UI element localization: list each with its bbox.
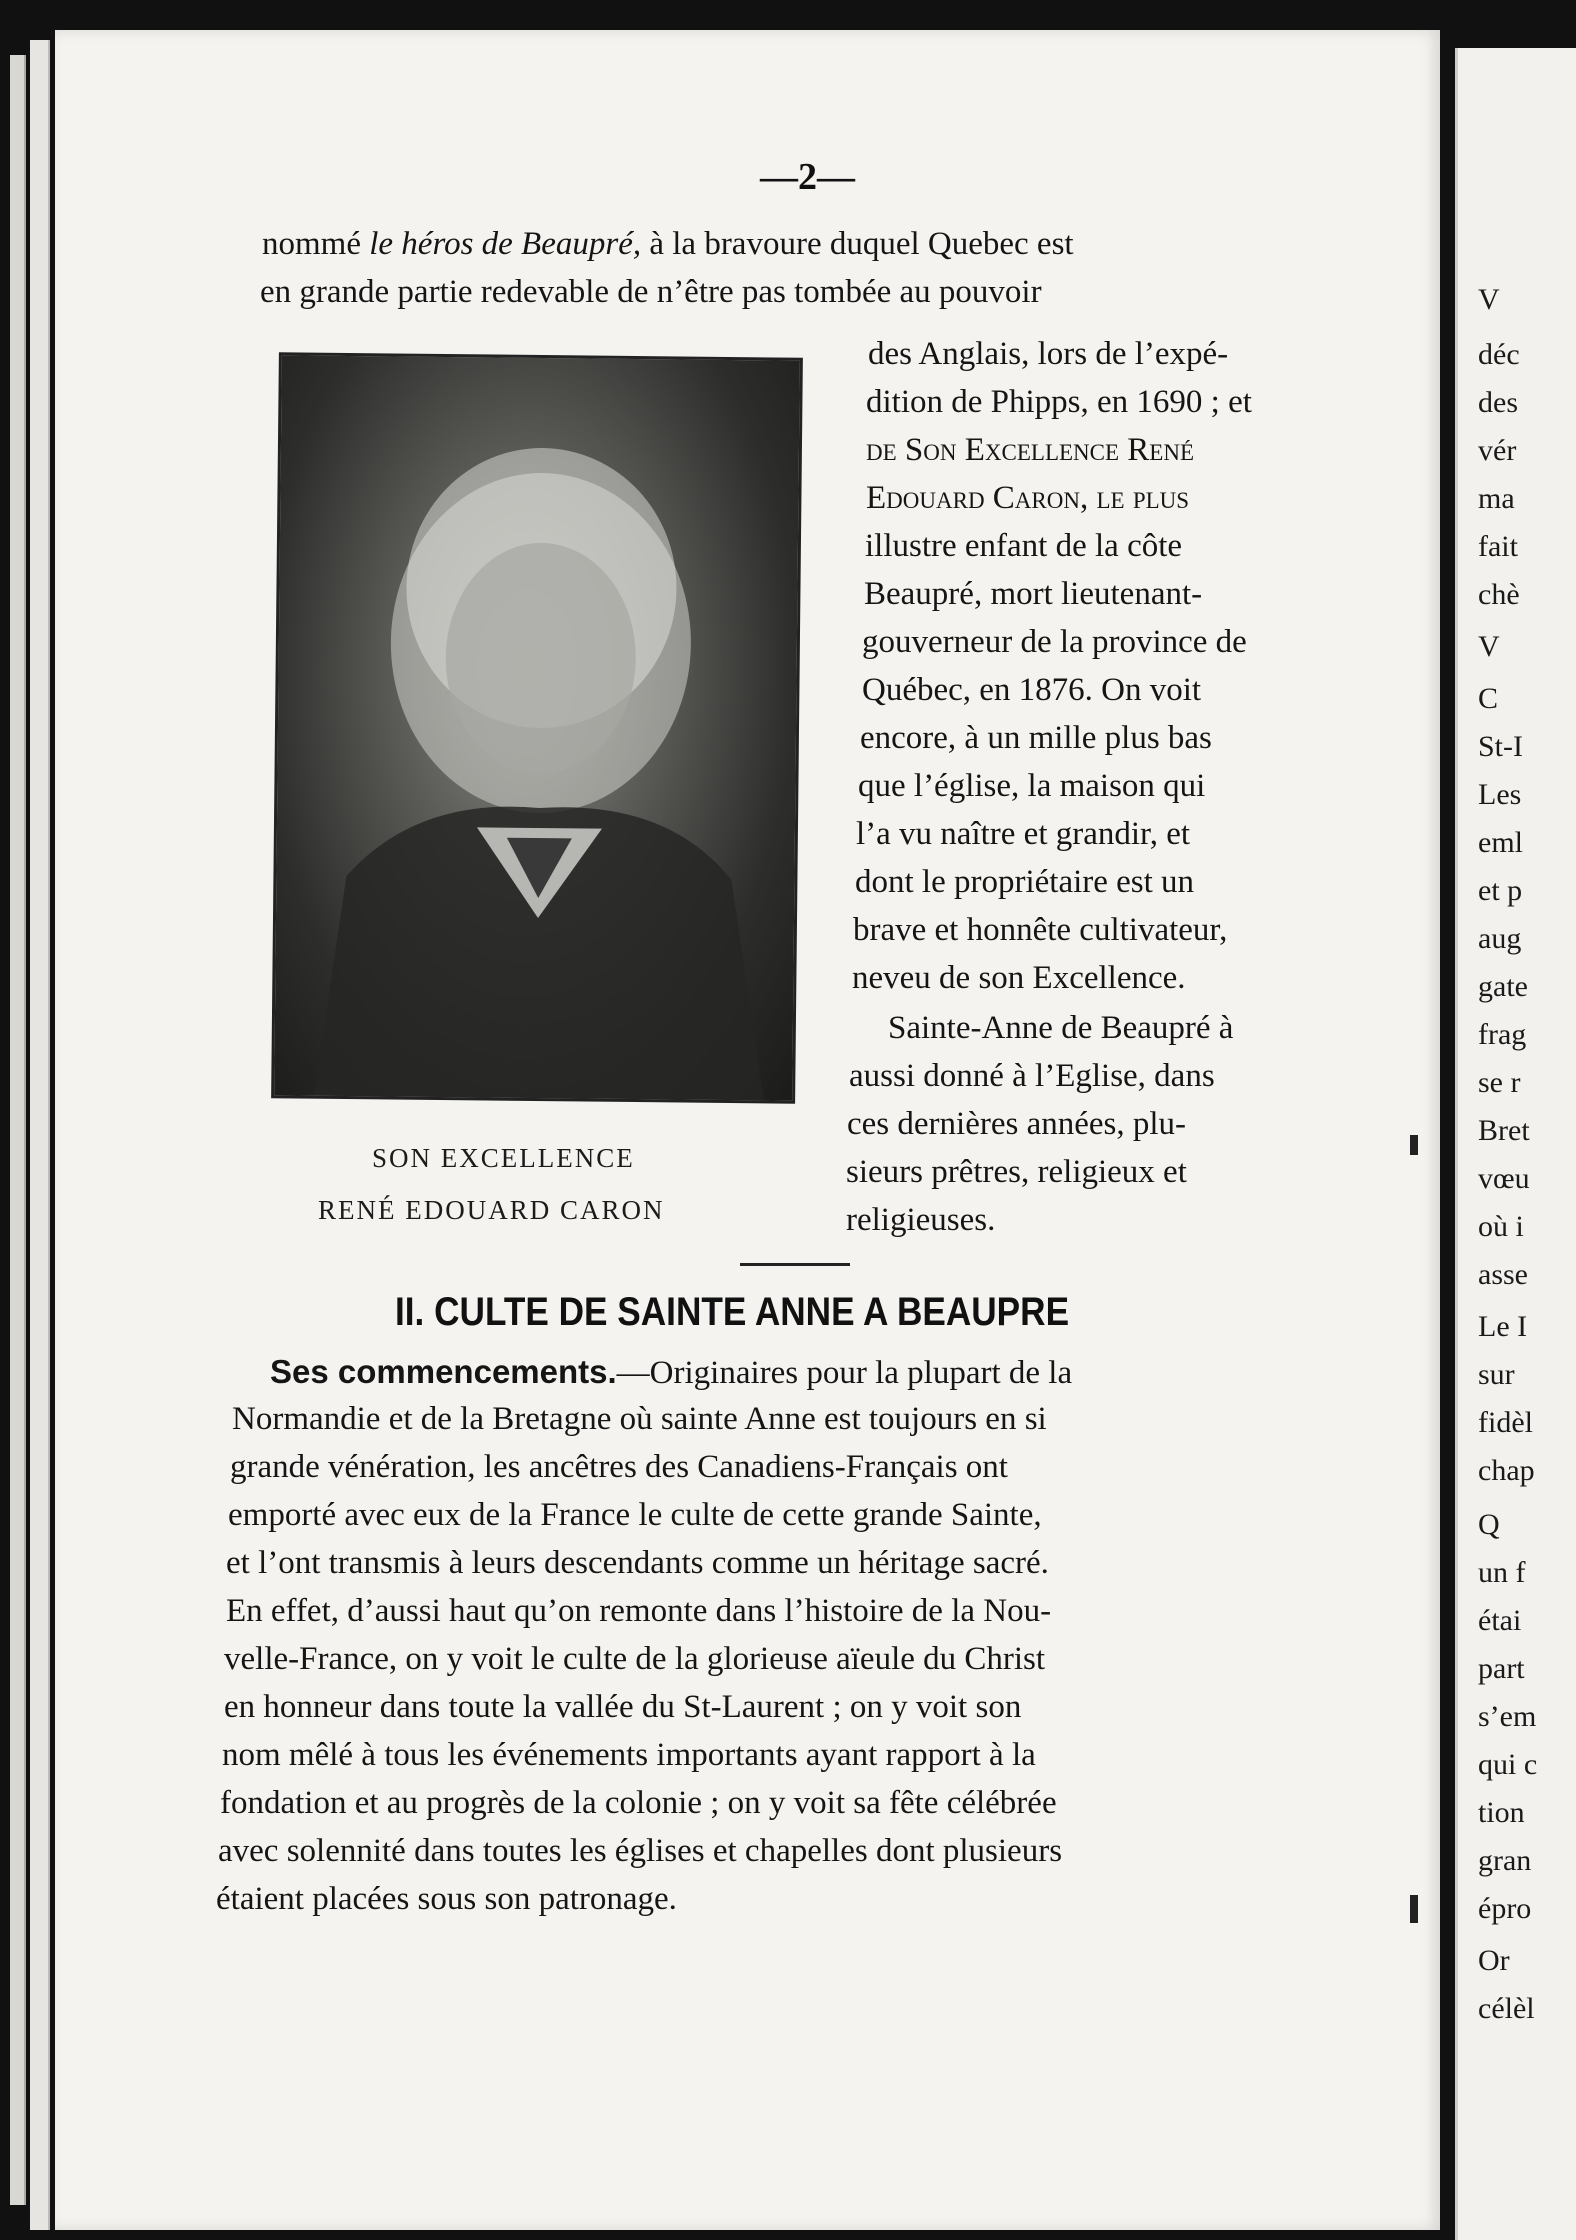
intro-line-2 — [260, 276, 1042, 309]
section-line: Normandie et de la Bretagne où sainte Anne est toujours en si — [232, 1401, 1047, 1437]
column-line: illustre enfant de la côte — [865, 528, 1183, 564]
column-line: gouverneur de la province de — [862, 624, 1247, 660]
column-line: que l’église, la maison qui — [858, 768, 1206, 804]
column-line: ces dernières années, plu- — [847, 1106, 1187, 1142]
column-line: neveu de son Excellence. — [852, 960, 1186, 996]
column-line: encore, à un mille plus bas — [860, 720, 1212, 756]
facing-line: V — [1478, 630, 1500, 663]
column-line: des Anglais, lors de l’expé- — [868, 336, 1229, 372]
section-line: avec solennité dans toutes les églises et chapelles dont plusieurs — [218, 1833, 1063, 1869]
column-line: dont le propriétaire est un — [855, 864, 1195, 900]
section-line: nom mêlé à tous les événements importants ayant rapport à la — [222, 1737, 1036, 1773]
facing-line: aug — [1478, 922, 1522, 955]
column-line: brave et honnête cultivateur, — [853, 912, 1228, 948]
facing-line: Q — [1478, 1508, 1500, 1541]
facing-line: et p — [1478, 874, 1523, 907]
section-first-line — [270, 1355, 1072, 1390]
column-line: Québec, en 1876. On voit — [862, 672, 1202, 708]
facing-line: s’em — [1478, 1700, 1537, 1733]
column-line: l’a vu naître et grandir, et — [856, 816, 1191, 852]
column-line: aussi donné à l’Eglise, dans — [849, 1058, 1215, 1094]
facing-line: célèl — [1478, 1992, 1535, 2025]
gutter-mark-1 — [1410, 1135, 1418, 1155]
facing-line: épro — [1478, 1892, 1532, 1925]
section-heading: II. CULTE DE SAINTE ANNE A BEAUPRE — [395, 1290, 1070, 1334]
facing-line: gate — [1478, 970, 1528, 1003]
column-line: Sainte-Anne de Beaupré à — [888, 1010, 1234, 1046]
intro-line-2-text: en grande partie redevable de n’être pas tombée au pouvoir — [260, 274, 1042, 310]
facing-line: St-I — [1478, 730, 1523, 763]
facing-line: V — [1478, 283, 1500, 316]
facing-line: un f — [1478, 1556, 1526, 1589]
section-line: grande vénération, les ancêtres des Canadiens-Français ont — [230, 1449, 1008, 1485]
facing-line: vœu — [1478, 1162, 1530, 1195]
section-line: en honneur dans toute la vallée du St-Laurent ; on y voit son — [224, 1689, 1022, 1725]
facing-line: Le I — [1478, 1310, 1528, 1343]
facing-line: chap — [1478, 1454, 1535, 1487]
facing-line: vér — [1478, 434, 1517, 467]
intro-line-1-italic: le héros de Beaupré, — [369, 226, 642, 262]
section-line: fondation et au progrès de la colonie ; on y voit sa fête célébrée — [220, 1785, 1057, 1821]
portrait-figure — [274, 355, 800, 1100]
facing-line: étai — [1478, 1604, 1522, 1637]
intro-line-1 — [262, 228, 1074, 261]
section-lead: Ses commencements. — [270, 1353, 617, 1390]
intro-line-1-post: à la bravoure duquel Quebec est — [641, 226, 1074, 262]
facing-line: fait — [1478, 530, 1518, 563]
facing-line: Bret — [1478, 1114, 1530, 1147]
portrait-caption-line-1: SON EXCELLENCE — [372, 1143, 635, 1173]
section-line: velle-France, on y voit le culte de la glorieuse aïeule du Christ — [224, 1641, 1046, 1677]
facing-line: asse — [1478, 1258, 1528, 1291]
column-line: dition de Phipps, en 1690 ; et — [866, 384, 1252, 420]
section-line: En effet, d’aussi haut qu’on remonte dans l’histoire de la Nou- — [226, 1593, 1052, 1629]
facing-line: part — [1478, 1652, 1525, 1685]
facing-line: gran — [1478, 1844, 1532, 1877]
facing-page — [1455, 48, 1576, 2240]
facing-line: se r — [1478, 1066, 1521, 1099]
facing-line: déc — [1478, 338, 1520, 371]
facing-line: où i — [1478, 1210, 1524, 1243]
column-line: religieuses. — [846, 1202, 996, 1238]
page-number: —2— — [760, 156, 855, 198]
facing-line: des — [1478, 386, 1518, 419]
facing-line: Or — [1478, 1944, 1510, 1977]
column-line: de Son Excellence René — [866, 432, 1195, 468]
facing-line: qui c — [1478, 1748, 1538, 1781]
column-line: sieurs prêtres, religieux et — [846, 1154, 1187, 1190]
section-line: et l’ont transmis à leurs descendants comme un héritage sacré. — [226, 1545, 1049, 1581]
column-line: Beaupré, mort lieutenant- — [864, 576, 1203, 612]
facing-line: Les — [1478, 778, 1522, 811]
facing-line: fidèl — [1478, 1406, 1533, 1439]
facing-line: C — [1478, 682, 1499, 715]
portrait-caption-line-2: RENÉ EDOUARD CARON — [318, 1195, 665, 1225]
section-line: —Originaires pour la plupart de la — [616, 1355, 1073, 1391]
gutter-mark-2 — [1410, 1895, 1418, 1923]
facing-line: tion — [1478, 1796, 1525, 1829]
facing-line: ma — [1478, 482, 1515, 515]
page-edge — [30, 40, 50, 2230]
facing-line: frag — [1478, 1018, 1527, 1051]
page-edge-back — [10, 55, 26, 2205]
intro-line-1-pre: nommé — [262, 226, 370, 262]
section-line: emporté avec eux de la France le culte de cette grande Sainte, — [228, 1497, 1042, 1533]
portrait-photo — [271, 352, 803, 1103]
column-line: Edouard Caron, le plus — [866, 480, 1190, 516]
facing-line: chè — [1478, 578, 1520, 611]
section-divider — [740, 1263, 850, 1266]
section-line: étaient placées sous son patronage. — [216, 1881, 677, 1917]
facing-line: eml — [1478, 826, 1523, 859]
facing-line: sur — [1478, 1358, 1515, 1391]
